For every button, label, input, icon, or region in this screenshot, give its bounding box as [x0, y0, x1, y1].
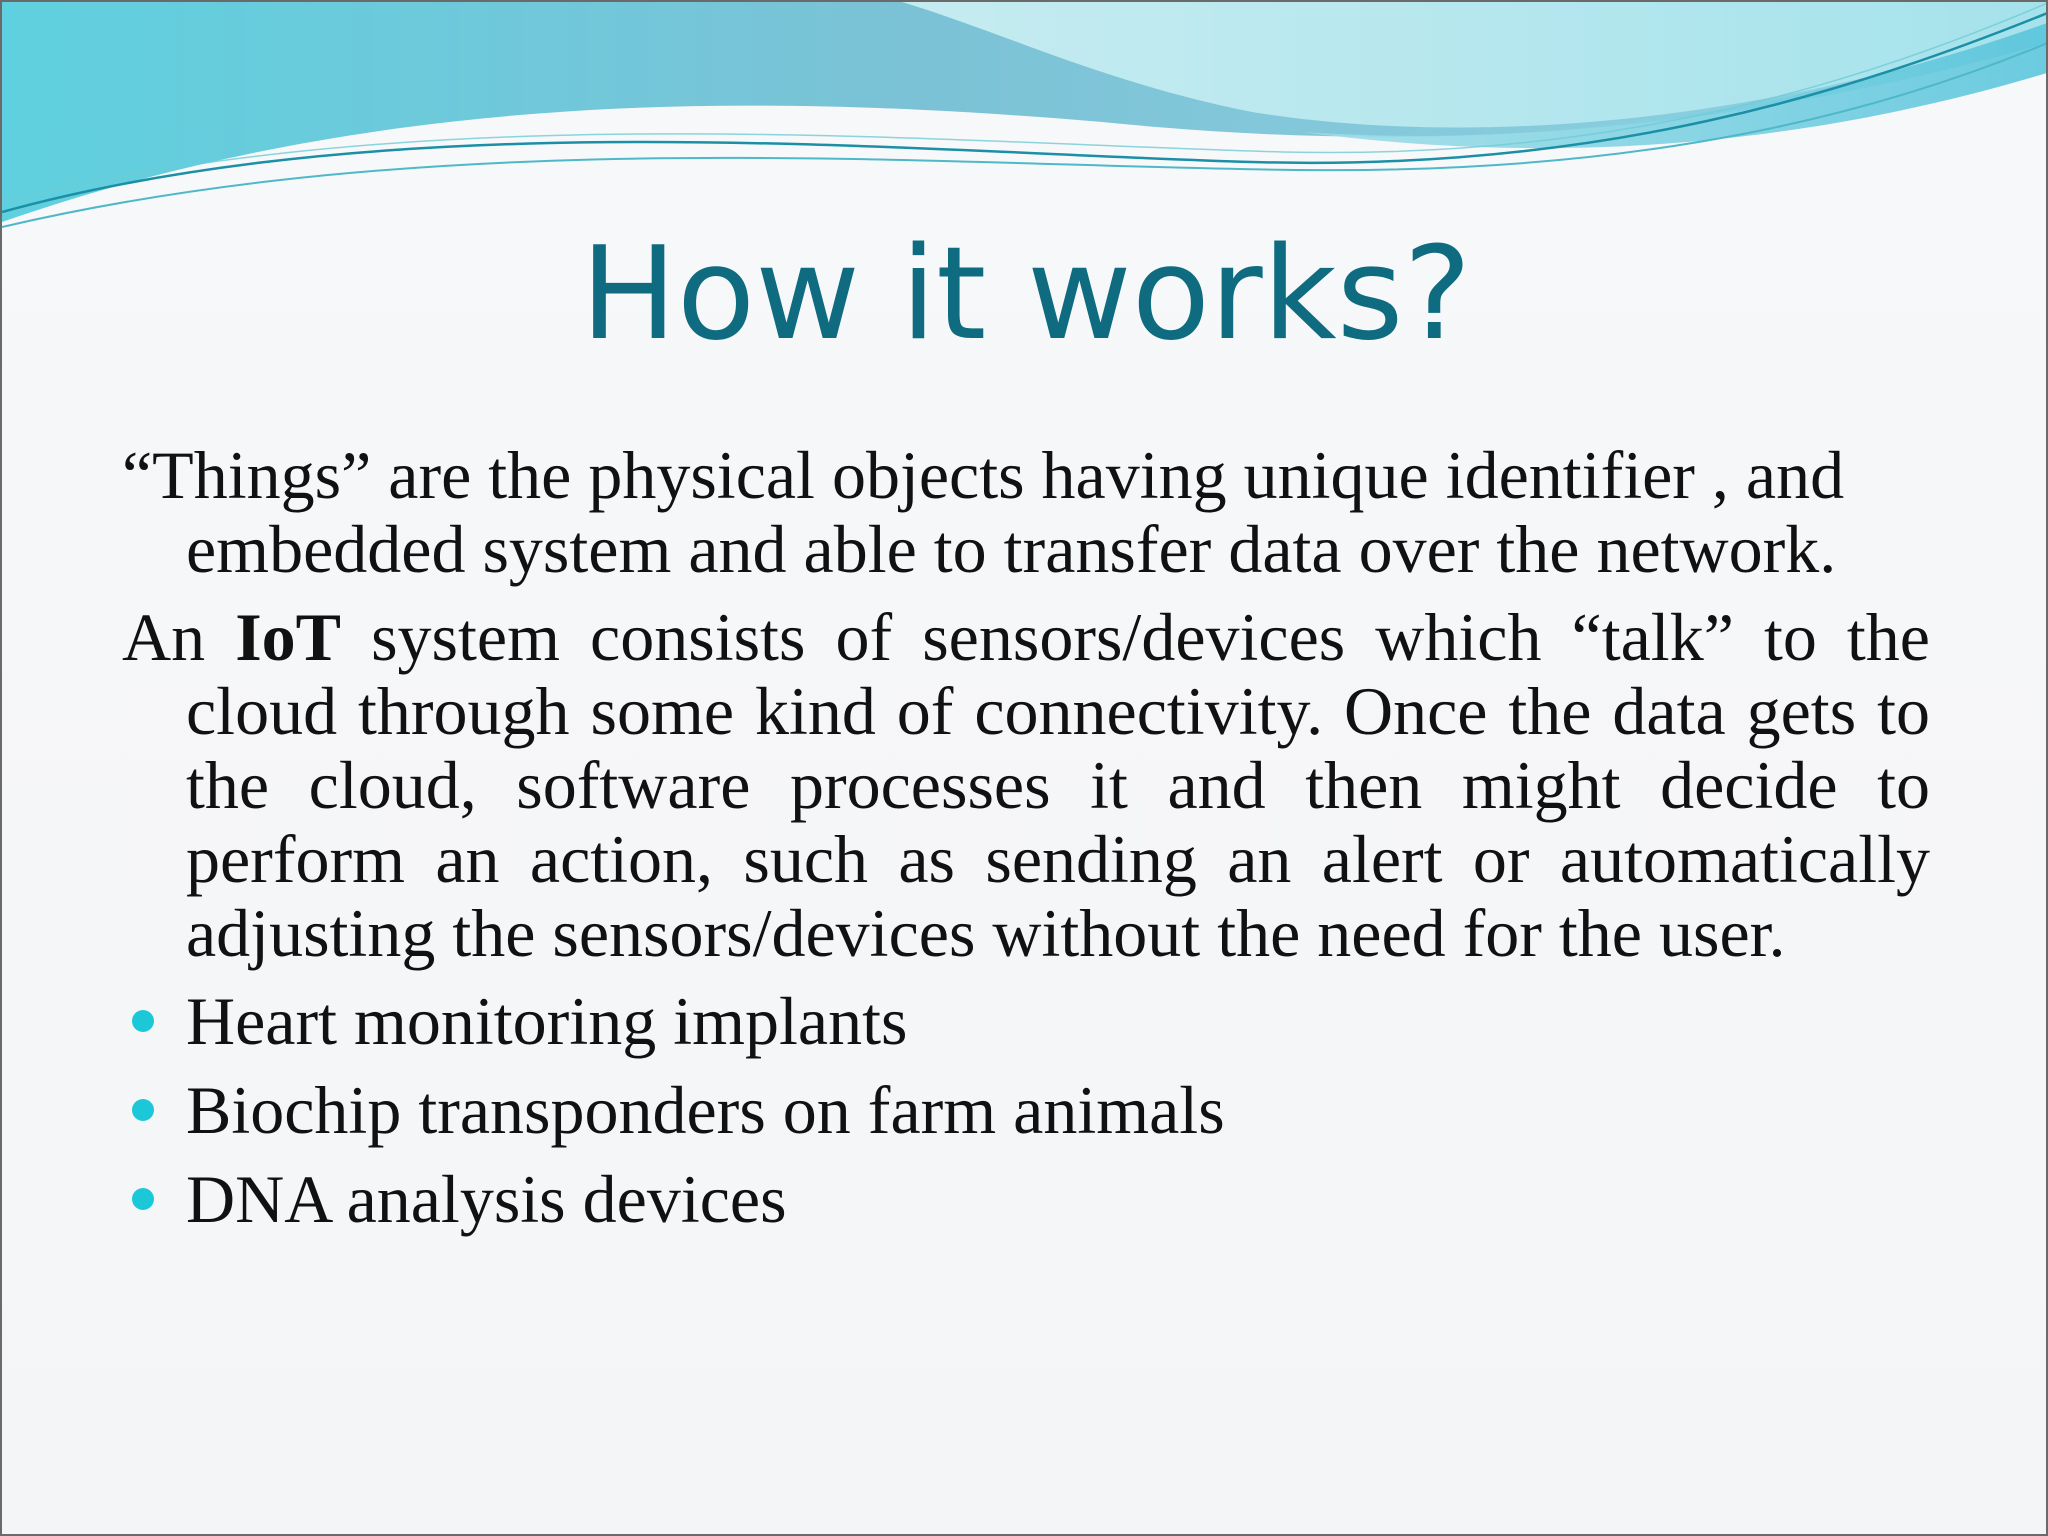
bullet-dot-icon	[132, 1188, 154, 1210]
bullet-text: DNA analysis devices	[186, 1161, 787, 1237]
bullet-text: Biochip transponders on farm animals	[186, 1072, 1225, 1148]
paragraph-iot-rest: system consists of sensors/devices which “talk” to the cloud through some kind of connectivity. Once the data gets to the cloud, software processes it and then might decide to perform an action, such as sending an alert or automatically adjusting the sensors/devices without the need for the user.	[186, 599, 1930, 971]
bullet-dot-icon	[132, 1099, 154, 1121]
slide-title: How it works?	[580, 220, 1472, 369]
header-wave-decoration	[2, 2, 2048, 242]
bullet-text: Heart monitoring implants	[186, 983, 908, 1059]
slide-body	[122, 438, 1930, 1251]
paragraph-things-text: “Things” are the physical objects having unique identifier , and embedded system and able to transfer data over the network.	[122, 437, 1845, 587]
list-item	[122, 1073, 1930, 1147]
example-bullet-list	[122, 984, 1930, 1236]
paragraph-iot-prefix: An	[122, 599, 236, 675]
list-item	[122, 1162, 1930, 1236]
list-item	[122, 984, 1930, 1058]
paragraph-iot-system	[122, 600, 1930, 970]
paragraph-things-definition	[122, 438, 1930, 586]
bullet-dot-icon	[132, 1010, 154, 1032]
paragraph-iot-bold-term: IoT	[235, 599, 342, 675]
